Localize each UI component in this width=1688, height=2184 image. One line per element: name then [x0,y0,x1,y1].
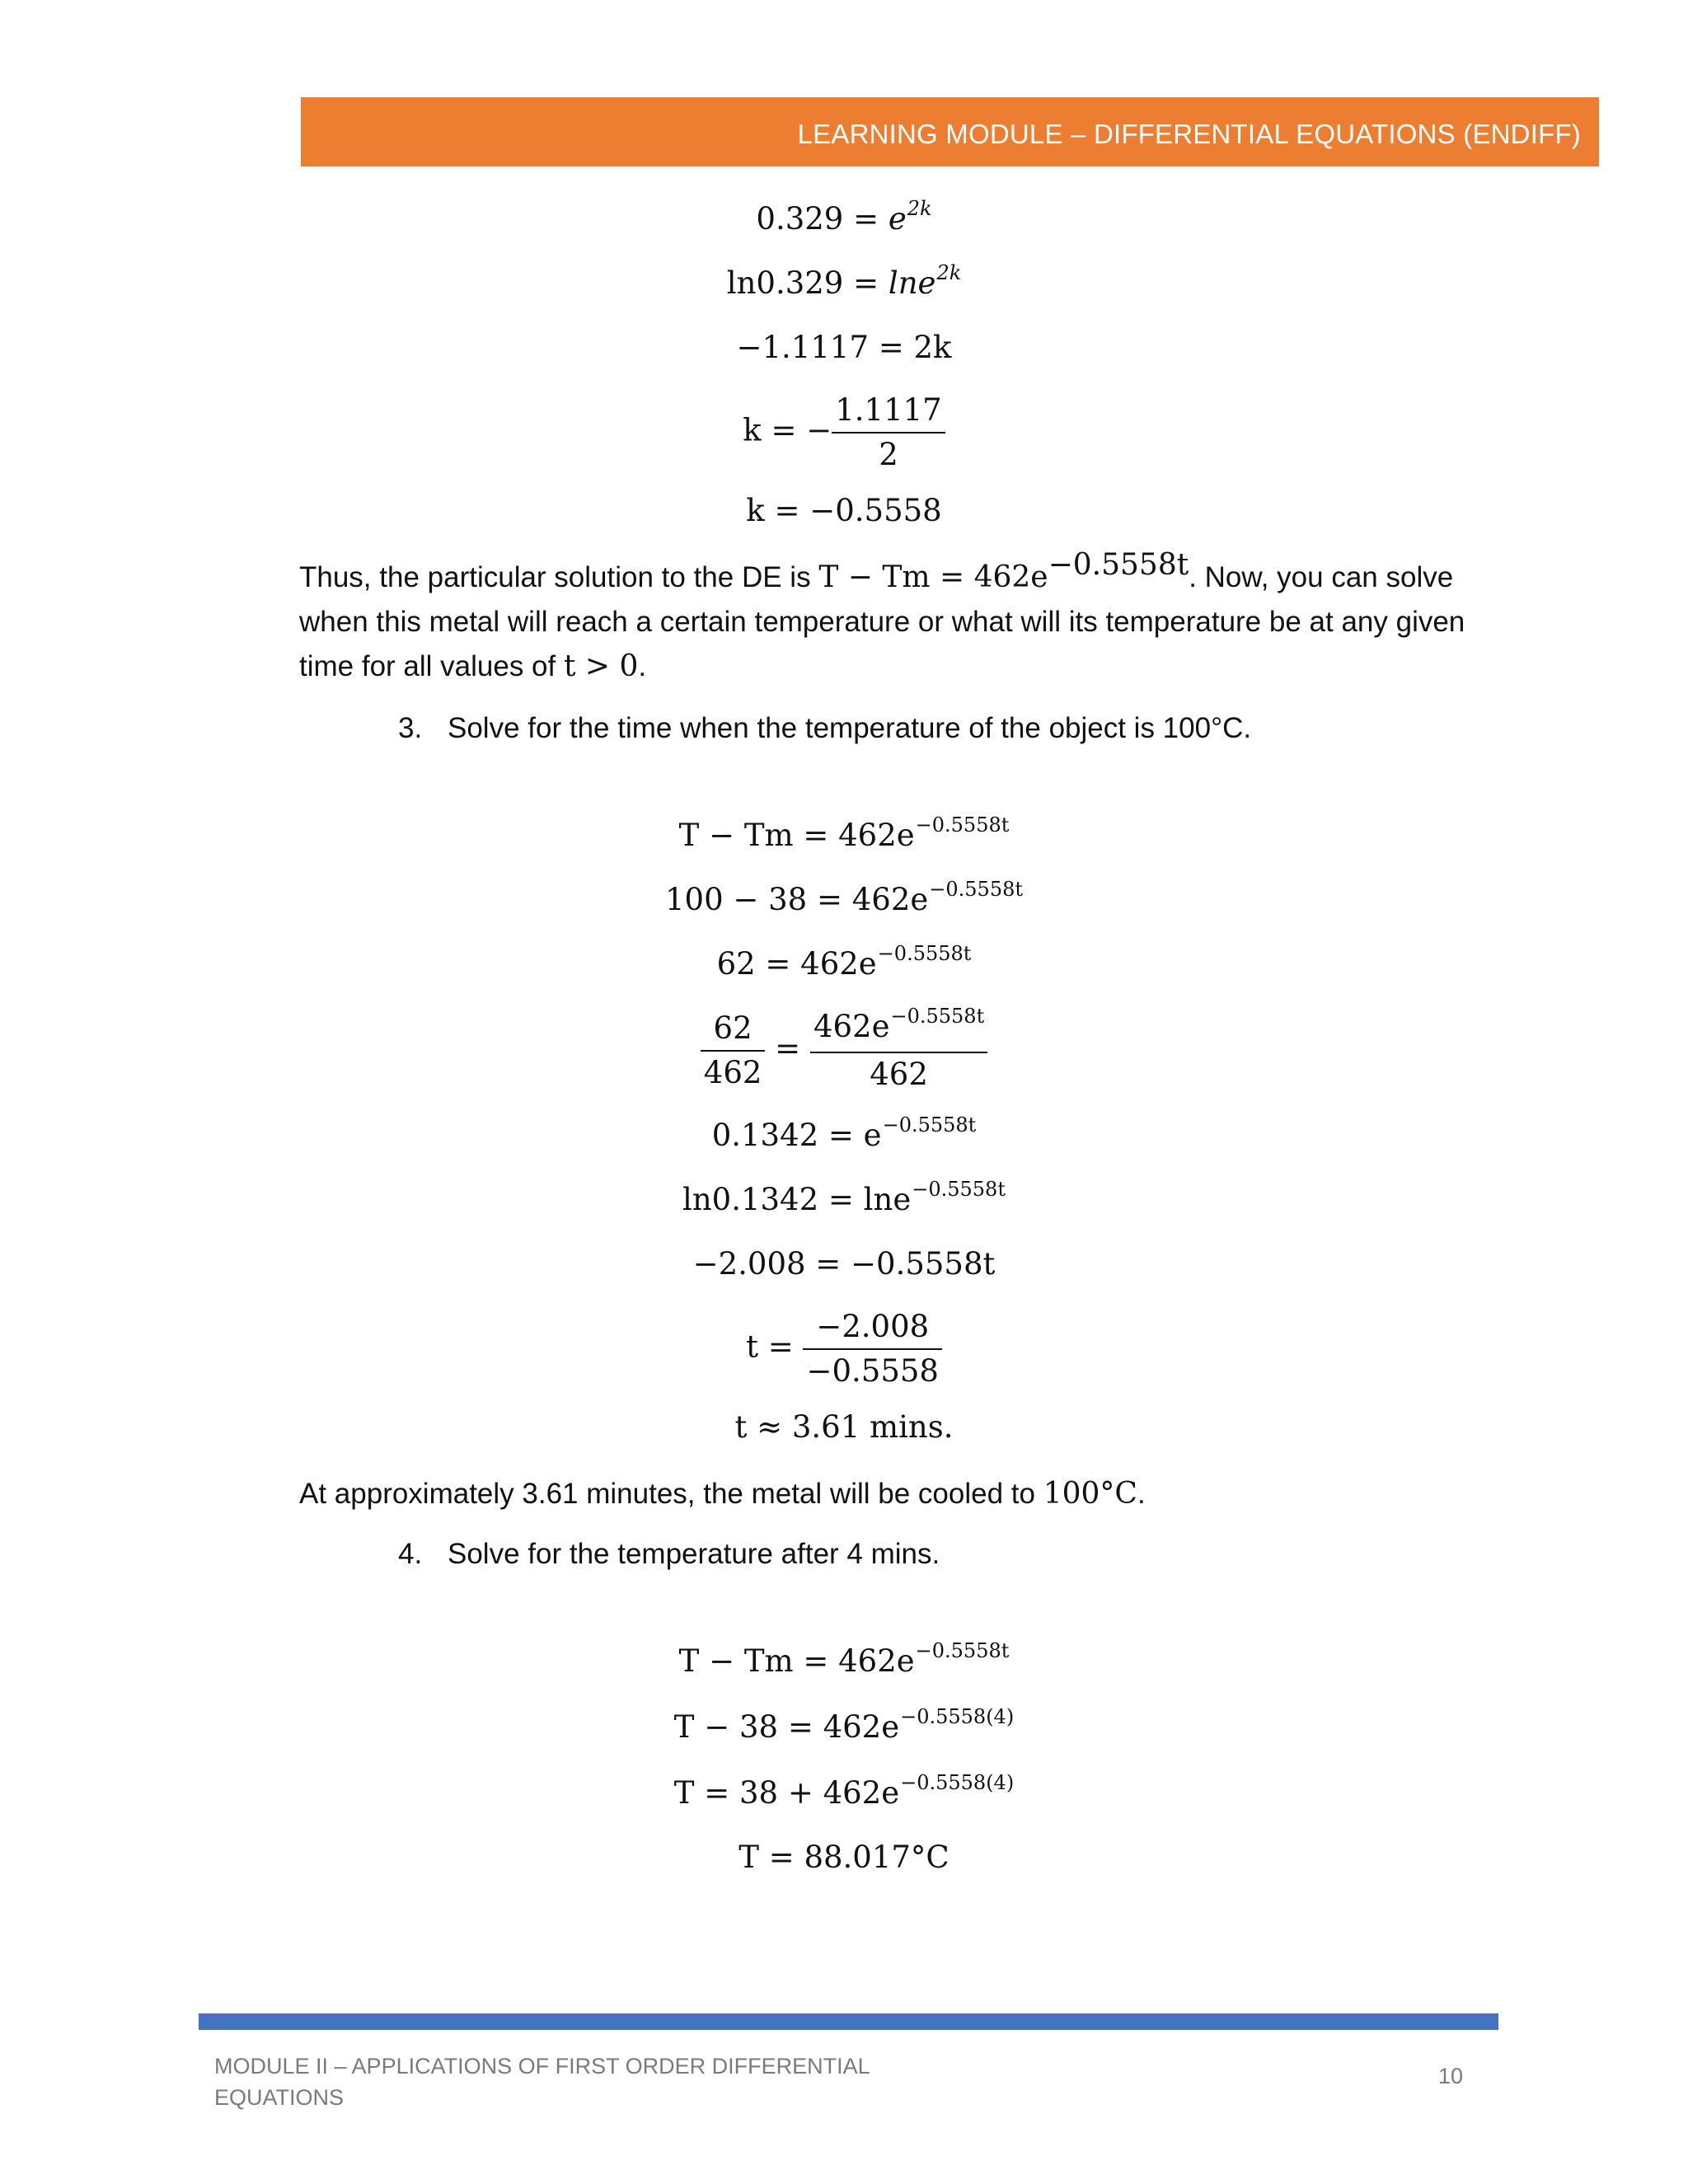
fraction-numerator: 62 [701,1007,766,1052]
list-item-3-text: Solve for the time when the temperature of the object is 100°C. [448,712,1252,744]
eq-exponent: −0.5558t [877,942,972,965]
para-text: . [1137,1478,1146,1510]
eq-text: 62 = 462e [716,946,877,982]
eq-exponent: −0.5558t [882,1113,977,1137]
page-number: 10 [1438,2064,1464,2088]
fraction-numerator [810,1005,987,1053]
eq-base: lne [888,265,936,301]
eq-exponent: −0.5558t [912,1178,1006,1201]
para-math: 100°C [1043,1477,1137,1511]
eq-text: T = 38 + 462e [673,1775,900,1811]
eq-base: e [888,201,907,237]
block1-eq3: −1.1117 = 2k [736,330,952,365]
eq-text: 0.1342 = e [711,1118,882,1153]
block1-eq5: k = −0.5558 [746,493,942,528]
eq-text: 100 − 38 = 462e [664,882,929,917]
block2-eq5 [0,1113,1688,1153]
numerator-text: 462e [813,1009,890,1044]
block2-eq9: t ≈ 3.61 mins. [734,1409,954,1445]
header-bar [301,97,1599,166]
eq-exponent: −0.5558t [915,1639,1010,1662]
block3-eq2 [0,1705,1688,1745]
eq-exponent: −0.5558t [915,813,1010,837]
block3-eq3 [0,1771,1688,1811]
eq-text: T − Tm = 462e [678,818,915,853]
paragraph-particular-solution [299,548,1478,689]
fraction [803,1305,941,1393]
list-item-4-text: Solve for the temperature after 4 mins. [448,1538,940,1570]
eq-text: T − Tm = 462e [678,1643,915,1679]
para-math: t > 0 [563,649,639,683]
eq-exponent: −0.5558(4) [900,1705,1015,1728]
fraction-numerator: −2.008 [803,1305,941,1350]
block2-eq8 [0,1305,1688,1393]
list-number-4: 4. [398,1538,423,1570]
fraction-left [701,1007,766,1094]
block1-eq4 [0,389,1688,476]
block1-eq2 [0,261,1688,301]
block2-eq1 [0,813,1688,853]
block3-eq1 [0,1639,1688,1679]
block3-eq4: T = 88.017°C [738,1840,950,1875]
block2-eq6 [0,1178,1688,1217]
eq-text: k = − [743,412,832,448]
para-text: . [638,650,647,682]
eq-exponent: −0.5558t [929,878,1023,901]
para-text: At approximately 3.61 minutes, the metal will be cooled to [299,1478,1043,1510]
fraction-right [810,1005,987,1096]
block2-eq3 [0,942,1688,982]
footer-module-title: MODULE II – APPLICATIONS OF FIRST ORDER DIFFERENTIAL EQUATIONS [214,2054,870,2110]
fraction-denominator: 462 [870,1057,928,1092]
eq-exponent: −0.5558(4) [900,1771,1015,1794]
footer-divider [199,2013,1498,2030]
paragraph-approx-time [299,1472,1478,1516]
eq-text: ln0.329 = [726,265,889,301]
block2-eq7: −2.008 = −0.5558t [692,1246,996,1282]
eq-exponent: 2k [907,197,932,220]
list-number-3: 3. [398,712,423,744]
block2-eq4 [0,1005,1688,1096]
block2-eq2 [0,878,1688,917]
fraction [832,389,945,476]
equals-sign: = [775,1030,801,1066]
fraction-numerator: 1.1117 [832,389,945,434]
para-math-exponent: −0.5558t [1048,548,1189,582]
header-title: LEARNING MODULE – DIFFERENTIAL EQUATIONS (ENDIFF) [797,119,1581,149]
eq-text: T − 38 = 462e [673,1709,900,1745]
fraction-denominator: 462 [703,1055,762,1090]
eq-text: ln0.1342 = lne [682,1182,912,1217]
fraction-denominator: −0.5558 [806,1353,939,1389]
para-math: T − Tm = 462e [818,560,1048,594]
eq-text: t = [746,1329,804,1365]
block1-eq1 [0,197,1688,237]
fraction-denominator: 2 [879,437,898,472]
eq-exponent: 2k [936,261,962,284]
para-text: . Now, you can solve when this metal will reach a certain temperature or what will its temperature be at any given time for all values of [299,561,1465,682]
para-text: Thus, the particular solution to the DE is [299,561,819,593]
numerator-exponent: −0.5558t [890,1005,985,1028]
eq-text: 0.329 = [756,201,889,237]
